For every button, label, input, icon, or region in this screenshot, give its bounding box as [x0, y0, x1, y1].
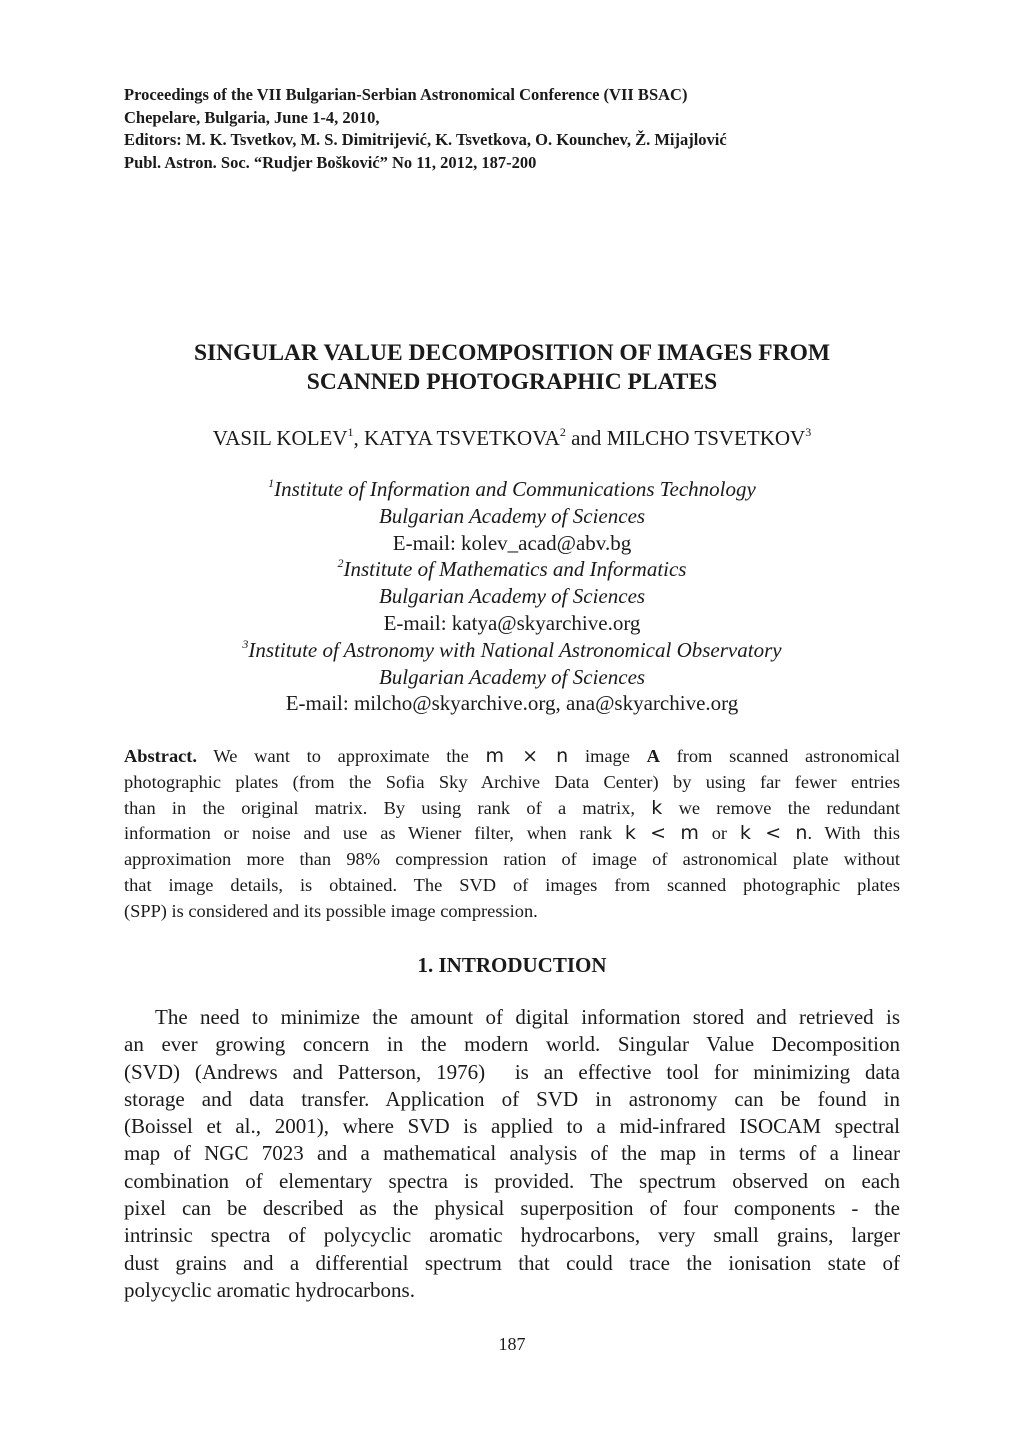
affiliation-academy: Bulgarian Academy of Sciences — [378, 503, 646, 528]
abstract-line: photographic plates (from the Sofia Sky Archive Data Center) by using far fewer entries — [124, 771, 900, 792]
proceedings-header — [124, 84, 904, 174]
intro-line: dust grains and a differential spectrum that could trace the ionisation state of — [124, 1250, 900, 1275]
section-heading: 1. INTRODUCTION — [417, 953, 607, 977]
affiliation-academy: Bulgarian Academy of Sciences — [378, 584, 646, 609]
math-expression: m × n — [485, 745, 569, 767]
intro-line: intrinsic spectra of polycyclic aromatic hydrocarbons, very small grains, larger — [124, 1223, 900, 1248]
affiliation-institute — [0, 637, 1024, 664]
abstract-text: we remove the redundant — [678, 797, 900, 818]
abstract-text: information or noise and use as Wiener filter, when rank — [124, 823, 613, 844]
introduction-body — [124, 1004, 900, 1304]
abstract-line — [124, 744, 900, 770]
affil-sup: 3 — [242, 636, 249, 651]
intro-line: The need to minimize the amount of digital information stored and retrieved is — [155, 1005, 900, 1029]
intro-line: map of NGC 7023 and a mathematical analysis of the map in terms of a linear — [124, 1141, 900, 1166]
math-expression: k < m — [624, 822, 699, 845]
author-name: KATYA TSVETKOVA — [364, 426, 560, 450]
affiliation-institute — [0, 476, 1024, 503]
abstract-text: . With this — [807, 823, 900, 844]
abstract-label: Abstract. — [124, 746, 198, 766]
abstract-text: image — [584, 746, 630, 766]
author-sep: and — [565, 426, 607, 450]
header-line: Editors: M. K. Tsvetkov, M. S. Dimitrijević, K. Tsvetkova, O. Kounchev, Ž. Mijajlović — [124, 130, 727, 149]
abstract-text: than in the original matrix. By using rank of a matrix, — [124, 797, 636, 818]
math-matrix-symbol: A — [646, 746, 660, 766]
author-sup: 1 — [347, 425, 354, 439]
affiliation-email: E-mail: katya@skyarchive.org — [383, 610, 641, 635]
header-line: Proceedings of the VII Bulgarian-Serbian Astronomical Conference (VII BSAC) — [124, 85, 688, 104]
affiliation-academy: Bulgarian Academy of Sciences — [378, 664, 646, 689]
author-name: MILCHO TSVETKOV — [606, 426, 806, 450]
author-sep: , — [353, 426, 365, 450]
intro-line: (SVD) (Andrews and Patterson, 1976) is an effective tool for minimizing data — [124, 1059, 900, 1084]
abstract-line: approximation more than 98% compression ration of image of astronomical plate without — [124, 849, 900, 870]
author-sup: 2 — [559, 425, 566, 439]
abstract-line: that image details, is obtained. The SVD of images from scanned photographic plates — [124, 874, 900, 895]
affiliation-email: E-mail: kolev_acad@abv.bg — [392, 530, 632, 555]
abstract-text: We want to approximate the — [213, 746, 469, 766]
math-expression: k — [651, 796, 663, 819]
author-list — [0, 424, 1024, 452]
intro-line: combination of elementary spectra is provided. The spectrum observed on each — [124, 1168, 900, 1193]
affil-sup: 2 — [337, 556, 344, 571]
abstract-text: from scanned astronomical — [676, 746, 900, 766]
page-number: 187 — [498, 1334, 526, 1354]
intro-line: an ever growing concern in the modern world. Singular Value Decomposition — [124, 1032, 900, 1057]
header-line: Publ. Astron. Soc. “Rudjer Bošković” No 11, 2012, 187-200 — [124, 152, 537, 172]
affiliations — [0, 476, 1024, 717]
intro-line: pixel can be described as the physical superposition of four components - the — [124, 1196, 900, 1221]
title-line: SINGULAR VALUE DECOMPOSITION OF IMAGES FROM — [193, 340, 831, 366]
paper-title — [0, 339, 1024, 397]
author-sup: 3 — [805, 425, 812, 439]
affiliation-institute — [0, 556, 1024, 583]
intro-line: polycyclic aromatic hydrocarbons. — [124, 1277, 415, 1302]
affil-institute-name: Institute of Astronomy with National Astronomical Observatory — [248, 637, 782, 662]
abstract-line — [124, 821, 900, 847]
affil-institute-name: Institute of Mathematics and Informatics — [343, 557, 687, 582]
math-expression: k < n — [739, 822, 808, 845]
affiliation-email: E-mail: milcho@skyarchive.org, ana@skyarchive.org — [285, 691, 739, 716]
author-name: VASIL KOLEV — [212, 426, 348, 450]
affil-sup: 1 — [268, 476, 275, 490]
header-line: Chepelare, Bulgaria, June 1-4, 2010, — [124, 107, 380, 127]
abstract — [124, 744, 900, 925]
intro-line: storage and data transfer. Application of SVD in astronomy can be found in — [124, 1086, 900, 1111]
intro-line: (Boissel et al., 2001), where SVD is applied to a mid-infrared ISOCAM spectral — [124, 1114, 900, 1139]
title-line: SCANNED PHOTOGRAPHIC PLATES — [306, 369, 718, 395]
abstract-line — [124, 796, 900, 822]
affil-institute-name: Institute of Information and Communications Technology — [274, 477, 756, 501]
abstract-text: or — [711, 823, 728, 844]
abstract-line: (SPP) is considered and its possible image compression. — [124, 900, 538, 921]
